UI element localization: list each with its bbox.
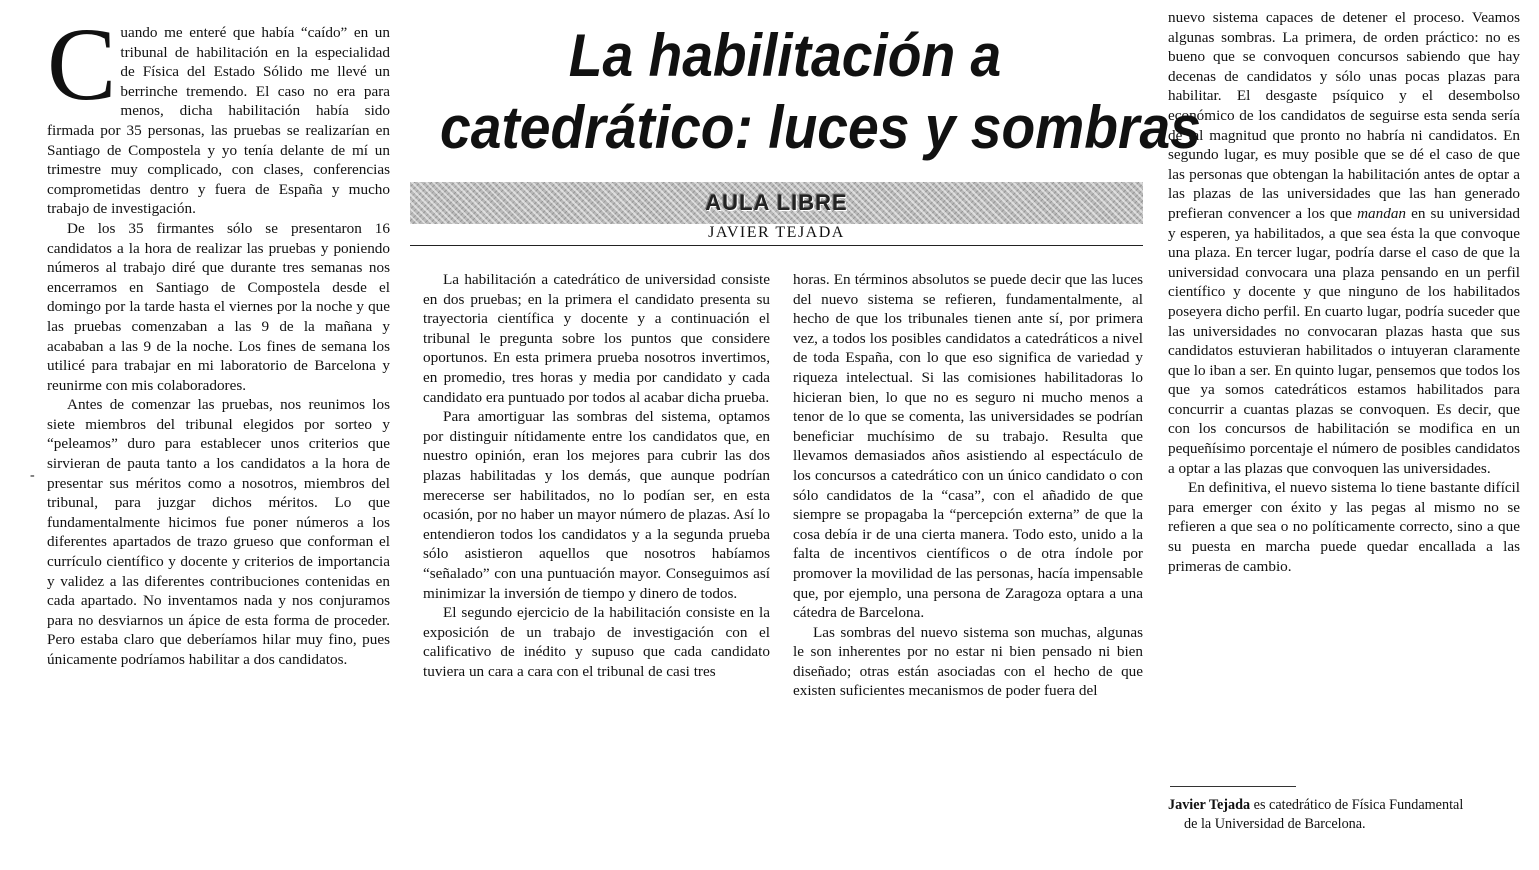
bio-text: es catedrático de Física Fundamental xyxy=(1250,797,1464,813)
emphasis: mandan xyxy=(1357,204,1407,222)
bio-divider xyxy=(1170,786,1296,787)
dropcap: C xyxy=(47,23,117,122)
bio-text: de la Universidad de Barcelona. xyxy=(1184,816,1366,832)
paragraph: De los 35 firmantes sólo se presentaron 16 candidatos a la hora de realizar las pruebas y poniendo números al trabajo diré que durante tres semanas nos encerramos en Santiago de Compostela desde el domingo por la tarde hasta el viernes por la noche y que las pruebas comenzaban a las 9 de la mañana y acababan a las 9 de la noche. Los fines de semana los utilicé para trabajar en mi laboratorio de Barcelona y reunirme con mis colaboradores. xyxy=(47,219,390,394)
column-4 xyxy=(1168,8,1520,788)
section-banner xyxy=(410,182,1143,224)
column-3 xyxy=(793,270,1143,850)
paragraph: Las sombras del nuevo sistema son muchas, algunas le son inherentes por no estar ni bien pensado ni bien diseñado; otras están asociadas con el hecho de que existen suficientes mecanismos de poder fuera del xyxy=(793,623,1143,700)
paragraph: La habilitación a catedrático de universidad consiste en dos pruebas; en la primera el candidato presenta su trayectoria científica y docente y a continuación el tribunal le pregunta sobre los puntos que considere oportunos. En esta primera prueba nosotros invertimos, en promedio, tres horas y media por candidato y cada candidato era puntuado por todos al acabar dicha prueba. xyxy=(423,271,770,406)
paragraph: Antes de comenzar las pruebas, nos reunimos los siete miembros del tribunal elegidos por sorteo y “peleamos” duro para establecer unos criterios que sirvieran de pauta tanto a los candidatos a la hora de presentar sus méritos como a nosotros, miembros del tribunal, para juzgar dichos méritos. Lo que fundamentalmente hicimos fue poner números a los diferentes apartados de trazo grueso que conforman el currículo científico y docente y criterios de importancia y validez a las diferentes contribuciones contenidas en cada apartado. No inventamos nada y nos conjuramos para no desviarnos un ápice de esta forma de proceder. Pero estaba claro que deberíamos hilar muy fino, pues únicamente podríamos habilitar a dos candidatos. xyxy=(47,396,390,668)
column-1 xyxy=(47,23,390,853)
byline-divider xyxy=(410,245,1143,246)
paragraph-text: en su universidad y esperen, ya habilitados, a que sea ésta la que convoque una plaza. En tercer lugar, podría darse el caso de que la universidad convocara una plaza pensando en un perfil científico y docente y que ninguno de los habilitados poseyera dicho perfil. En cuarto lugar, podría suceder que las universidades no convocaran plazas hasta que sus candidatos estuvieran habilitados o intuyeran claramente que lo iban a ser. En quinto lugar, pensemos que todos los que ya somos catedráticos estamos habilitados para concurrir a cuantas plazas se convoquen. Es decir, que con los concursos de habilitación se modifica en un pequeñísimo porcentaje el número de posibles candidatos a optar a las plazas que convoquen las universidades. xyxy=(1168,204,1520,477)
article-title-line-2: catedrático: luces y sombras xyxy=(440,94,1201,161)
byline: JAVIER TEJADA xyxy=(708,224,845,241)
paragraph: horas. En términos absolutos se puede decir que las luces del nuevo sistema se refieren, fundamentalmente, al hecho de que los tribunales tienen ante sí, por primera vez, a todos los posibles candidatos a catedráticos a nivel de toda España, con lo que eso significa de variedad y riqueza intelectual. Si las comisiones habilitadoras lo hicieran bien, lo que no es seguro ni mucho menos a tenor de lo que se comenta, las universidades se podrían beneficiar muchísimo de su trabajo. Resulta que llevamos demasiados años asistiendo al espectáculo de los concursos a catedrático con un único candidato o con sólo candidatos de la “casa”, con el añadido de que siempre se propagaba la “percepción externa” de que la cosa debía ir de una cierta manera. Todo esto, unido a la falta de incentivos científicos o de otra índole por promover la movilidad de las personas, hacía impensable que, por ejemplo, una persona de Zaragoza optara a una cátedra de Barcelona. xyxy=(793,271,1143,622)
paragraph xyxy=(47,23,390,219)
article-title xyxy=(440,20,1201,164)
paragraph-text: nuevo sistema capaces de detener el proceso. Veamos algunas sombras. La primera, de orden práctico: no es bueno que se convoquen concursos sabiendo que hay decenas de candidatos y sólo unas pocas plazas para habilitar. El desgaste psíquico y el desembolso económico de los candidatos de seguirse esta senda sería de tal magnitud que pronto no habría ni candidatos. En segundo lugar, es muy posible que se dé el caso de que las personas que obtengan la habilitación antes de optar a las plazas de las universidades que las han generado prefieran convencer a los que xyxy=(1168,9,1520,222)
paragraph-text: uando me enteré que había “caído” en un tribunal de habilitación en la especialidad de Física del Estado Sólido me llevé un berrinche tremendo. El caso no era para menos, dicha habilitación había sido firmada por 35 personas, las pruebas se realizarían en Santiago de Compostela y yo tenía delante de mí un trimestre muy complicado, con clases, conferencias comprometidas dentro y fuera de España y mucho trabajo de investigación. xyxy=(47,24,390,218)
section-label: AULA LIBRE xyxy=(705,190,848,215)
author-name: Javier Tejada xyxy=(1168,797,1251,813)
article-title-line-1: La habilitación a xyxy=(568,22,1002,89)
margin-mark: - xyxy=(30,468,35,483)
paragraph: El segundo ejercicio de la habilitación consiste en la exposición de un trabajo de investigación con el calificativo de inédito y supuso que cada candidato tuviera un cara a cara con el tribunal de casi tres xyxy=(423,604,770,680)
paragraph xyxy=(1168,8,1520,478)
author-bio xyxy=(1168,796,1520,834)
column-2 xyxy=(423,270,770,850)
paragraph: En definitiva, el nuevo sistema lo tiene bastante difícil para emerger con éxito y las pegas al mismo no se refieren a que sea o no políticamente correcto, sino a que su puesta en marcha puede quedar encallada a las primeras de cambio. xyxy=(1168,479,1520,575)
paragraph: Para amortiguar las sombras del sistema, optamos por distinguir nítidamente entre los candidatos que, en nuestro opinión, eran los mejores para cubrir las dos plazas habilitadas y los demás, que aunque podrían merecerse ser habilitados, no lo podían ser, en esta ocasión, por no haber un mayor número de plazas. Así lo entendieron todos los candidatos y a la segunda prueba sólo asistieron aquellos que nosotros habíamos “señalado” con una puntuación mayor. Conseguimos así minimizar la inversión de tiempo y dinero de todos. xyxy=(423,408,770,602)
